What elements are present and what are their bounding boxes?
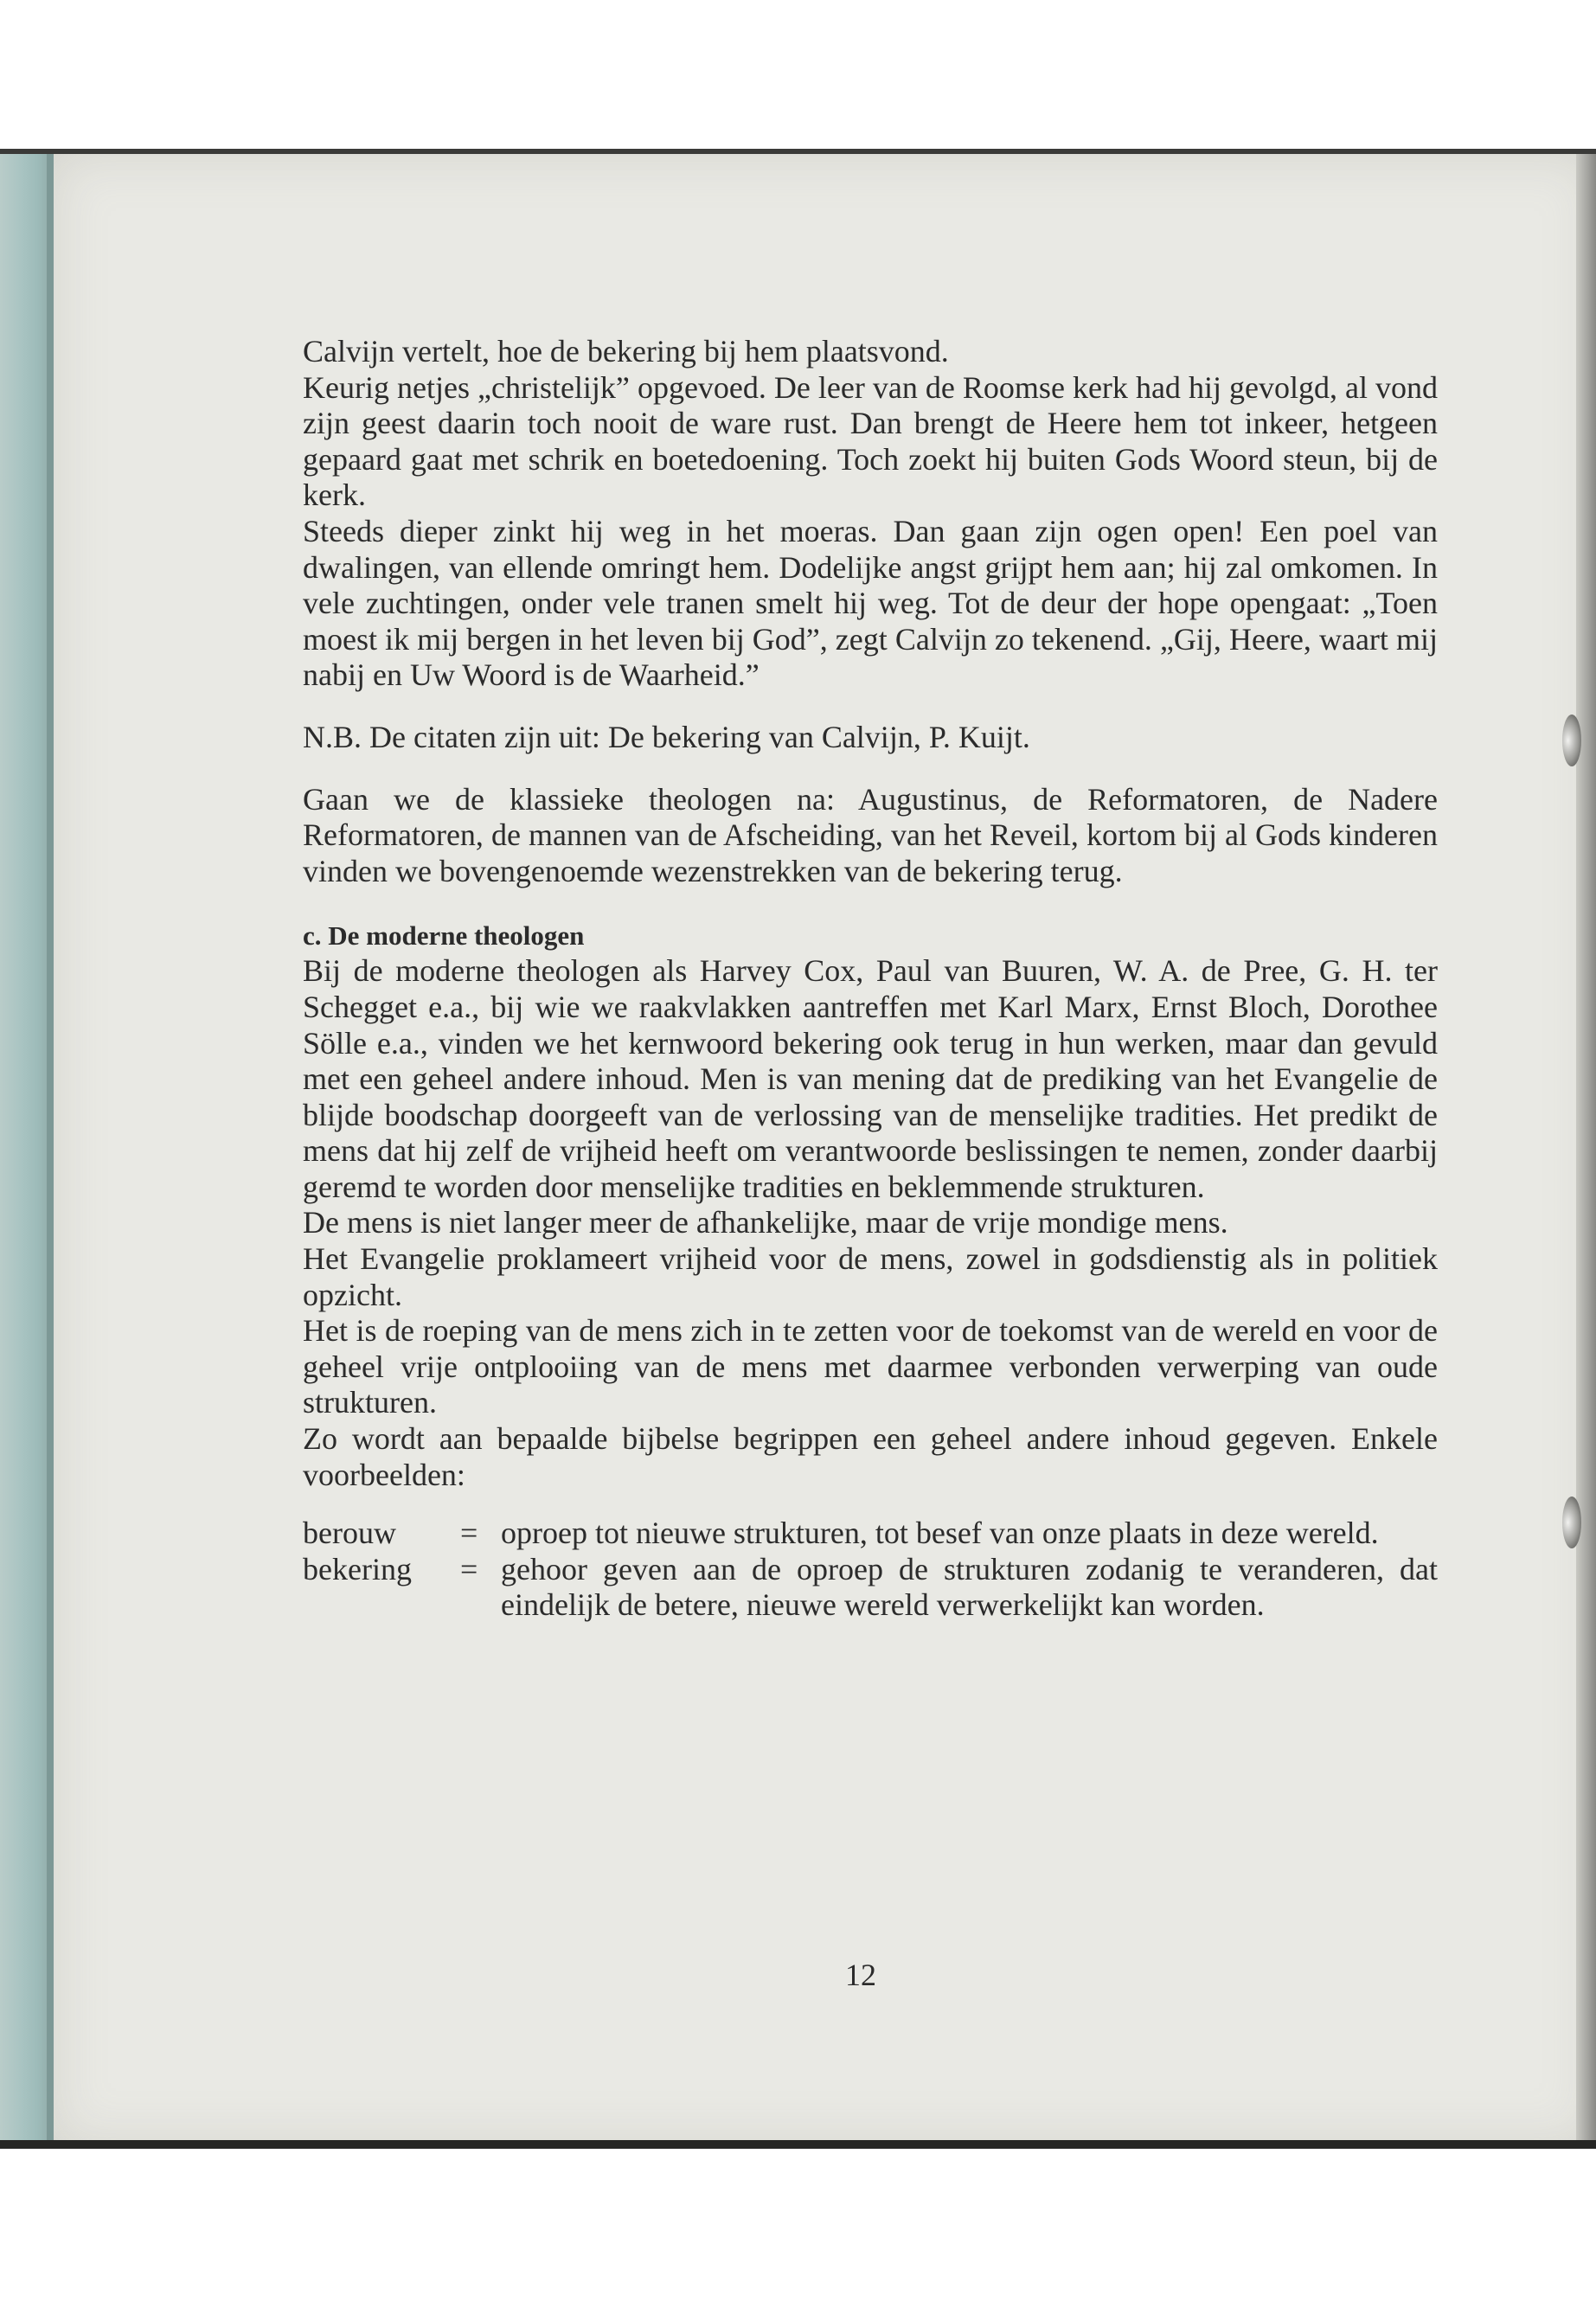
page-text — [303, 334, 1438, 1624]
equals-sign: = — [460, 1516, 478, 1551]
definition-term: bekering — [303, 1551, 412, 1586]
free-man-line: De mens is niet langer meer de afhankelijke, maar de vrije mondige mens. — [303, 1205, 1228, 1240]
section-heading: c. De moderne theologen — [303, 920, 585, 952]
calvin-intro-line: Calvijn vertelt, hoe de bekering bij hem plaatsvond. — [303, 334, 949, 369]
book-binding-edge — [47, 154, 54, 2145]
calling-paragraph: Het is de roeping van de mens zich in te zetten voor de toekomst van de wereld en voor de geheel vrije ontplooiing van de mens met daarmee verbonden verwerping van oude strukturen. — [303, 1313, 1438, 1420]
book-binding-strip — [0, 154, 54, 2145]
binding-ring-icon — [1562, 715, 1581, 766]
spacer — [303, 756, 1438, 782]
definition-text: gehoor geven aan de oproep de strukturen zodanig te veranderen, dat eindelijk de betere, nieuwe wereld verwerkelijkt kan worden. — [501, 1551, 1438, 1623]
spacer — [303, 889, 1438, 915]
page-bottom-edge — [0, 2140, 1596, 2149]
examples-intro-paragraph: Zo wordt aan bepaalde bijbelse begrippen een geheel andere inhoud gegeven. Enkele voorbeelden: — [303, 1421, 1438, 1492]
definition-row — [303, 1516, 1438, 1552]
definition-list — [303, 1516, 1438, 1624]
spacer — [303, 694, 1438, 720]
gospel-freedom-paragraph: Het Evangelie proklameert vrijheid voor de mens, zowel in godsdienstig als in politiek opzicht. — [303, 1241, 1438, 1312]
definition-term: berouw — [303, 1516, 396, 1551]
binding-ring-icon — [1562, 1497, 1581, 1548]
definition-text: oproep tot nieuwe strukturen, tot besef van onze plaats in deze wereld. — [501, 1516, 1379, 1551]
definition-row — [303, 1552, 1438, 1624]
equals-sign: = — [460, 1551, 478, 1586]
page-right-edge — [1576, 154, 1596, 2145]
calvin-upbringing-paragraph: Keurig netjes „christelijk” opgevoed. De leer van de Roomse kerk had hij gevolgd, al vond zijn geest daarin toch nooit de ware rust. Dan brengt de Heere hem tot inkeer, hetgeen gepaard gaat met schrik en boetedoening. Toch zoekt hij buiten Gods Woord steun, bij de kerk. — [303, 369, 1438, 513]
calvin-conversion-paragraph: Steeds dieper zinkt hij weg in het moeras. Dan gaan zijn ogen open! Een poel van dwalingen, van ellende omringt hem. Dodelijke angst grijpt hem aan; hij zal omkomen. In vele zuchtingen, onder vele tranen smelt hij weg. Tot de deur der hope opengaat: „Toen moest ik mij bergen in het leven bij God”, zegt Calvijn zo tekenend. „Gij, Heere, waart mij nabij en Uw Woord is de Waarheid.” — [303, 513, 1438, 693]
citation-note: N.B. De citaten zijn uit: De bekering van Calvijn, P. Kuijt. — [303, 719, 1030, 754]
classic-theologians-paragraph: Gaan we de klassieke theologen na: Augustinus, de Reformatoren, de Nadere Reformatoren, de mannen van de Afscheiding, van het Reveil, kortom bij al Gods kinderen vinden we bovengenoemde wezenstrekken van de bekering terug. — [303, 781, 1438, 888]
modern-theologians-paragraph: Bij de moderne theologen als Harvey Cox, Paul van Buuren, W. A. de Pree, G. H. ter Schegget e.a., bij wie we raakvlakken aantreffen met Karl Marx, Ernst Bloch, Dorothee Sölle e.a., vinden we het kernwoord bekering ook terug in hun werken, maar dan gevuld met een geheel andere inhoud. Men is van mening dat de prediking van het Evangelie de blijde boodschap doorgeeft van de verlossing van de menselijke tradities. Het predikt de mens dat hij zelf de vrijheid heeft om verantwoorde beslissingen te nemen, zonder daarbij geremd te worden door menselijke tradities en beklemmende strukturen. — [303, 953, 1438, 1204]
page-number: 12 — [845, 1958, 876, 1992]
spacer — [303, 1493, 1438, 1516]
